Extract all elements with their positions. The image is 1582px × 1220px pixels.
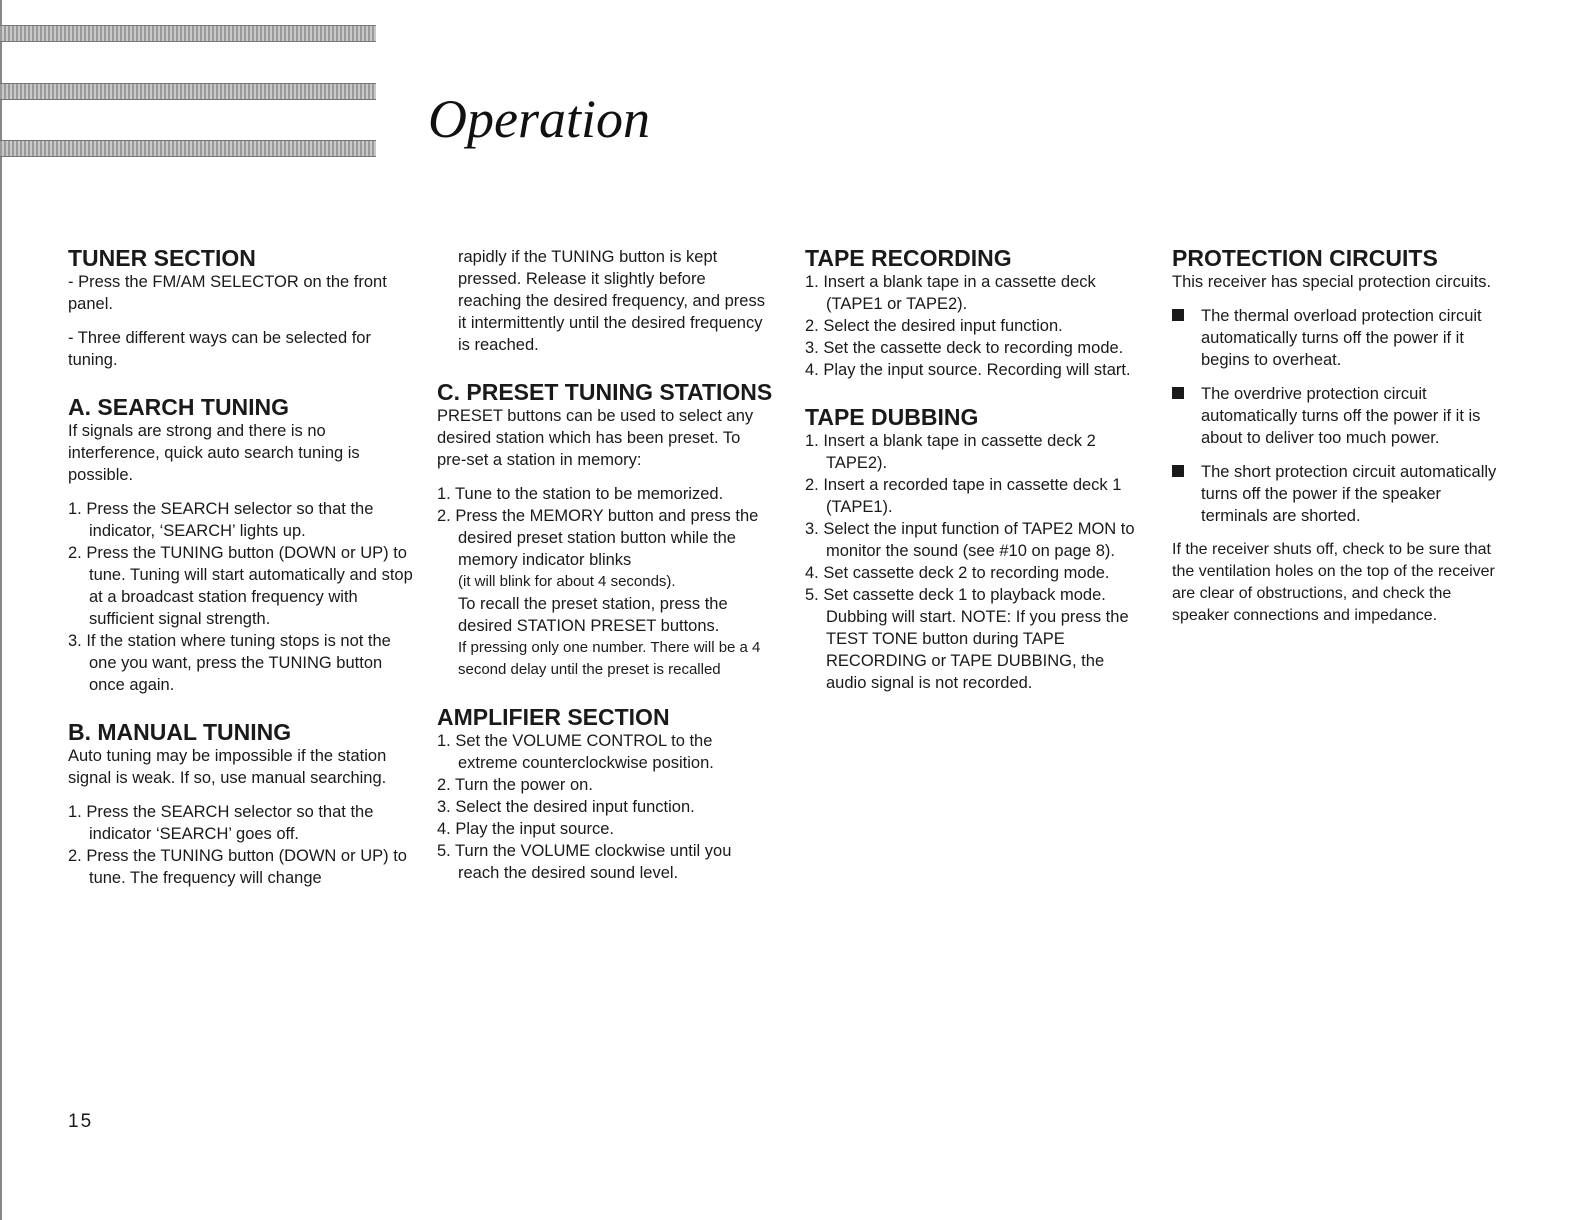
list-item: 2. Press the TUNING button (DOWN or UP) to tune. Tuning will start automatically and stop at a broadcast station frequency with sufficient signal strength. <box>68 544 413 628</box>
tuner-section-heading: TUNER SECTION <box>68 245 256 271</box>
list-item: 1. Tune to the station to be memorized. <box>437 485 724 503</box>
search-tuning-intro: If signals are strong and there is no interference, quick auto search tuning is possible. <box>68 422 360 484</box>
bullet-text: The overdrive protection circuit automatically turns off the power if it is about to deliver too much power. <box>1201 385 1481 447</box>
column-4 <box>1172 246 1497 627</box>
tape-dubbing-steps <box>805 430 1140 694</box>
protection-circuits-heading: PROTECTION CIRCUITS <box>1172 245 1438 271</box>
protection-bullets <box>1172 305 1497 527</box>
list-item: 3. If the station where tuning stops is not the one you want, press the TUNING button once again. <box>68 632 391 694</box>
bullet-text: The short protection circuit automatically turns off the power if the speaker terminals are shorted. <box>1201 463 1497 525</box>
search-tuning-steps <box>68 498 413 696</box>
manual-tuning-heading: B. MANUAL TUNING <box>68 719 292 745</box>
tape-recording-heading: TAPE RECORDING <box>805 245 1012 271</box>
list-item: 4. Play the input source. <box>437 820 615 838</box>
protection-note: If the receiver shuts off, check to be sure that the ventilation holes on the top of the receiver are clear of obstructions, and check the speaker connections and impedance. <box>1172 541 1495 624</box>
list-item: 2. Press the MEMORY button and press the desired preset station button while the memory indicator blinks <box>437 507 759 569</box>
list-item: 5. Set cassette deck 1 to playback mode. Dubbing will start. NOTE: If you press the TEST TONE button during TAPE RECORDING or TAPE DUBBING, the audio signal is not recorded. <box>805 586 1129 692</box>
list-item: 4. Play the input source. Recording will start. <box>805 361 1131 379</box>
page-title: Operation <box>428 89 650 149</box>
search-tuning-heading: A. SEARCH TUNING <box>68 394 290 420</box>
tape-recording-steps <box>805 271 1140 381</box>
protection-intro: This receiver has special protection circuits. <box>1172 273 1492 291</box>
square-bullet-icon <box>1172 465 1184 477</box>
square-bullet-icon <box>1172 309 1184 321</box>
preset-tuning-steps <box>437 483 773 571</box>
list-item: 3. Select the input function of TAPE2 MON to monitor the sound (see #10 on page 8). <box>805 520 1135 560</box>
header-stripe-3 <box>0 140 376 157</box>
list-item: 2. Select the desired input function. <box>805 317 1063 335</box>
manual-tuning-steps <box>68 801 413 889</box>
tuner-paragraph-1: - Press the FM/AM SELECTOR on the front panel. <box>68 273 387 313</box>
header-stripe-2 <box>0 83 376 100</box>
list-item: 1. Insert a blank tape in cassette deck 2 TAPE2). <box>805 432 1096 472</box>
bullet-text: The thermal overload protection circuit automatically turns off the power if it begins to overheat. <box>1201 307 1482 369</box>
list-item: 1. Set the VOLUME CONTROL to the extreme counterclockwise position. <box>437 732 714 772</box>
manual-tuning-continued: rapidly if the TUNING button is kept pressed. Release it slightly before reaching the desired frequency, and press it intermittently until the desired frequency is reached. <box>458 248 765 354</box>
tape-dubbing-heading: TAPE DUBBING <box>805 404 979 430</box>
list-item: 1. Insert a blank tape in a cassette deck (TAPE1 or TAPE2). <box>805 273 1096 313</box>
list-item: 1. Press the SEARCH selector so that the indicator, ‘SEARCH’ lights up. <box>68 500 374 540</box>
preset-blink-note: (it will blink for about 4 seconds). <box>458 573 676 590</box>
column-1 <box>68 246 413 889</box>
list-item: 4. Set cassette deck 2 to recording mode. <box>805 564 1110 582</box>
list-item <box>1172 383 1497 449</box>
list-item: 3. Select the desired input function. <box>437 798 695 816</box>
column-2 <box>437 246 773 884</box>
page-edge-line <box>0 0 2 1220</box>
amplifier-steps <box>437 730 773 884</box>
list-item: 2. Turn the power on. <box>437 776 593 794</box>
list-item: 3. Set the cassette deck to recording mode. <box>805 339 1124 357</box>
preset-tuning-heading: C. PRESET TUNING STATIONS <box>437 379 773 405</box>
list-item: 1. Press the SEARCH selector so that the indicator ‘SEARCH’ goes off. <box>68 803 374 843</box>
tuner-paragraph-2: - Three different ways can be selected for tuning. <box>68 329 371 369</box>
column-3 <box>805 246 1140 694</box>
square-bullet-icon <box>1172 387 1184 399</box>
page-number: 15 <box>68 1111 94 1132</box>
list-item: 5. Turn the VOLUME clockwise until you reach the desired sound level. <box>437 842 732 882</box>
list-item <box>1172 305 1497 371</box>
list-item: 2. Press the TUNING button (DOWN or UP) to tune. The frequency will change <box>68 847 407 887</box>
preset-tuning-intro: PRESET buttons can be used to select any desired station which has been preset. To pre-set a station in memory: <box>437 407 754 469</box>
header-stripe-1 <box>0 25 376 42</box>
list-item <box>1172 461 1497 527</box>
preset-delay-note: If pressing only one number. There will be a 4 second delay until the preset is recalled <box>458 639 761 678</box>
manual-tuning-intro: Auto tuning may be impossible if the station signal is weak. If so, use manual searching. <box>68 747 387 787</box>
list-item: 2. Insert a recorded tape in cassette deck 1 (TAPE1). <box>805 476 1122 516</box>
amplifier-section-heading: AMPLIFIER SECTION <box>437 704 670 730</box>
preset-recall-text: To recall the preset station, press the desired STATION PRESET buttons. <box>458 595 728 635</box>
